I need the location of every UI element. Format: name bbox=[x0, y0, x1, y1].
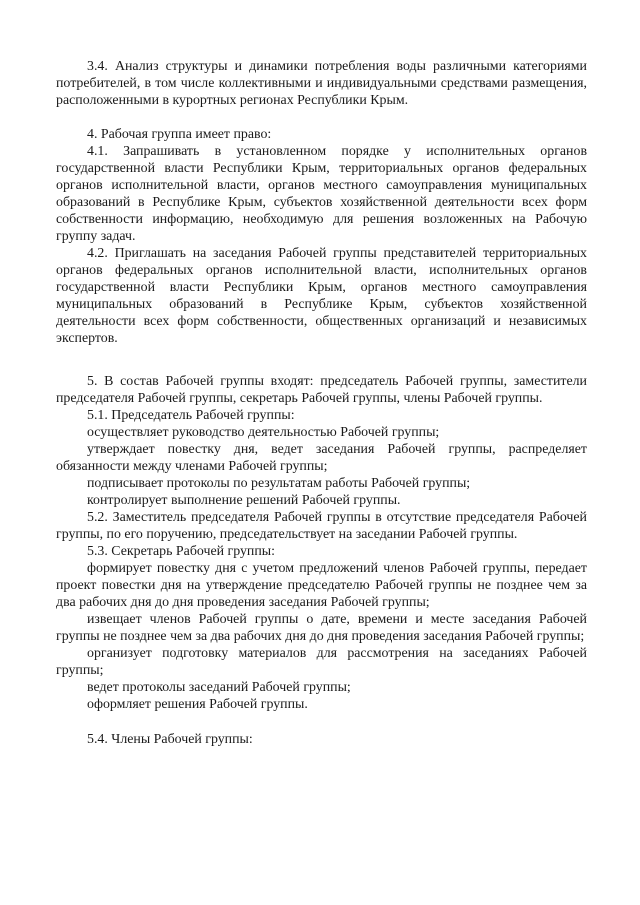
chairman-duty-2: утверждает повестку дня, ведет заседания Рабочей группы, распределяет обязанности между членами Рабочей группы; bbox=[56, 442, 587, 474]
chairman-duty-1: осуществляет руководство деятельностью Рабочей группы; bbox=[87, 425, 440, 440]
clause-5: 5. В состав Рабочей группы входят: председатель Рабочей группы, заместители председателя Рабочей группы, секретарь Рабочей группы, члены Рабочей группы. bbox=[56, 374, 587, 406]
clause-5-3-heading: 5.3. Секретарь Рабочей группы: bbox=[87, 544, 275, 559]
clause-4-heading: 4. Рабочая группа имеет право: bbox=[87, 127, 272, 142]
clause-3-4: 3.4. Анализ структуры и динамики потребления воды различными категориями потребителей, в том числе коллективными и индивидуальными средствами размещения, расположенными в курортных регионах Республики Крым. bbox=[56, 59, 587, 108]
clause-4-2: 4.2. Приглашать на заседания Рабочей группы представителей территориальных органов федеральных органов исполнительной власти, исполнительных органов государственной власти Республики Крым, органов местного самоуправления муниципальных образований в Республике Крым, субъектов хозяйственной деятельности всех форм собственности, общественных организаций и независимых экспертов. bbox=[56, 246, 587, 346]
secretary-duty-1: формирует повестку дня с учетом предложений членов Рабочей группы, передает проект повестки дня на утверждение председателю Рабочей группы не позднее чем за два рабочих дня до дня проведения заседания Рабочей группы; bbox=[56, 561, 587, 610]
chairman-duty-3: подписывает протоколы по результатам работы Рабочей группы; bbox=[87, 476, 471, 491]
secretary-duty-3: организует подготовку материалов для рассмотрения на заседаниях Рабочей группы; bbox=[56, 646, 587, 678]
document-body bbox=[56, 58, 587, 748]
clause-4-1: 4.1. Запрашивать в установленном порядке у исполнительных органов государственной власти Республики Крым, территориальных органов федеральных органов исполнительной власти, органов местного самоуправления муниципальных образований в Республике Крым, субъектов хозяйственной деятельности всех форм собственности информацию, необходимую для решения возложенных на Рабочую группу задач. bbox=[56, 144, 587, 244]
secretary-duty-2: извещает членов Рабочей группы о дате, времени и месте заседания Рабочей группы не позднее чем за два рабочих дня до дня проведения заседания Рабочей группы; bbox=[56, 612, 587, 644]
secretary-duty-5: оформляет решения Рабочей группы. bbox=[87, 697, 308, 712]
secretary-duty-4: ведет протоколы заседаний Рабочей группы; bbox=[87, 680, 351, 695]
clause-5-2: 5.2. Заместитель председателя Рабочей группы в отсутствие председателя Рабочей группы, по его поручению, председательствует на заседании Рабочей группы. bbox=[56, 510, 587, 542]
clause-5-1-heading: 5.1. Председатель Рабочей группы: bbox=[87, 408, 295, 423]
chairman-duty-4: контролирует выполнение решений Рабочей группы. bbox=[87, 493, 401, 508]
clause-5-4-heading: 5.4. Члены Рабочей группы: bbox=[87, 732, 253, 747]
